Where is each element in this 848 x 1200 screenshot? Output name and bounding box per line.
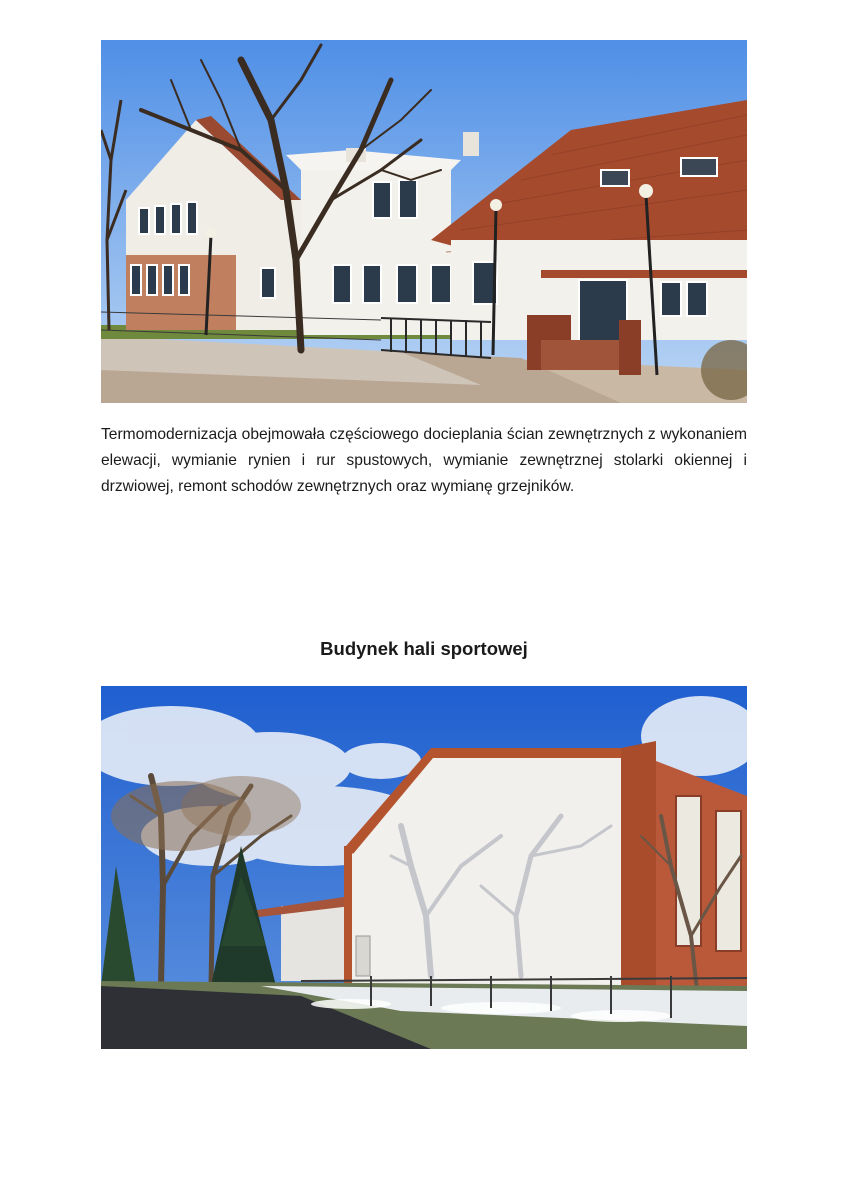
section-heading: Budynek hali sportowej [320,638,528,659]
sports-hall-photo [101,686,747,1049]
school-building-photo [101,40,747,403]
document-paragraph: Termomodernizacja obejmowała częściowego docieplania ścian zewnętrznych z wykonaniem elewacji, wymianie rynien i rur spustowych, wymianie zewnętrznej stolarki okiennej i drzwiowej, remont schodów zewnętrznych oraz wymianę grzejników. [101,426,747,495]
